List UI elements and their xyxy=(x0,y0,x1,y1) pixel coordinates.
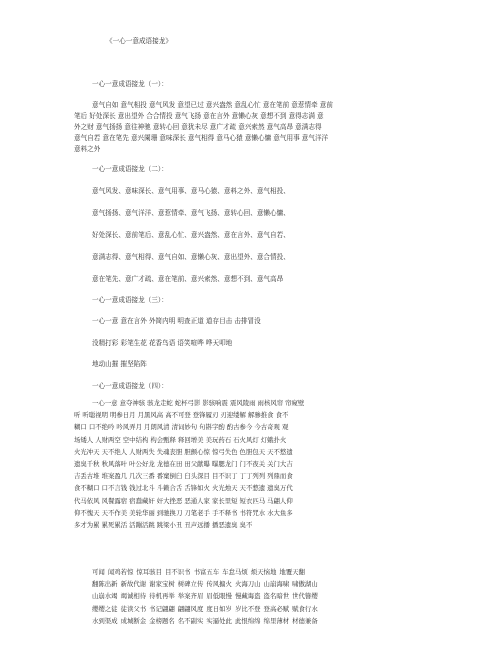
text-line: 意气扬扬、意气洋洋、意惹情牵、意气飞扬、意转心回、意懒心慵、 xyxy=(92,209,290,217)
text-line: 意气自如 意气相投 意气风发 意望已过 意兴盎然 意乱心忙 意在笔前 意惹情牵 意前 xyxy=(92,101,333,109)
section-1-heading: 一心一意成语接龙（一）： xyxy=(92,80,168,88)
text-line: 代马依风 风餐露宿 宿蠢藏奸 奸大挫恶 恶通人家 家长里短 短衣匹马 马翩人仰 xyxy=(74,496,293,505)
text-line: 糊口 口不绝吟 吟风弄月 月朗风清 清词妙句 句斟字酌 酌古参今 今古奇观 观 xyxy=(74,423,289,432)
text-line: 遗臭千秋 秋风落叶 叶公好龙 龙德在田 田父献曝 曝腮龙门 门不夜关 关门大吉 xyxy=(74,460,293,469)
section-1-body xyxy=(74,100,442,155)
text-line: 仰不愧天 天不作美 美轮华丽 到驰换刀 刀笔老手 手不释书 书符咒水 水大鱼多 xyxy=(74,508,293,517)
section-4-heading: 一心一意成语接龙（四）： xyxy=(92,382,168,390)
text-line: 吉丢古堆 堆案盈几 几次三番 番窠倒臼 臼头深目 目不识丁 丁丁列列 列鼎而食 xyxy=(74,472,293,481)
text-line: 意满志得、意气相得、意气自如、意懒心灰、意出望外、意合情投、 xyxy=(92,253,290,261)
text-line: 多才为累 累死累活 活蹦活跳 跳梁小丑 丑声远播 播恶遗臭 臭不 xyxy=(74,521,253,530)
text-line: 水到渠成 成城断金 金榜题名 名不副实 实逼处此 此恨绵绵 绵里薄材 材德兼备 xyxy=(92,616,318,625)
document-title: 《一心一意成语接龙》 xyxy=(106,37,172,45)
text-line: 听 听聪视明 明参日月 月黑风高 高不可登 登锋履刃 刃迎缕解 解骖推食 食不 xyxy=(74,411,289,420)
text-line: 一心一意 意夺神骇 骇龙走蛇 蛇杯弓影 影骇响震 震风陵雨 雨核风帘 帘窥壁 xyxy=(92,399,305,407)
text-line: 意气风发、意味深长、意气用事、意马心猿、意料之外、意气相投、 xyxy=(92,187,290,195)
section-3-heading: 一心一意成语接龙（三）： xyxy=(92,296,168,304)
text-line: 外之财 意气扬扬 意往神驰 意转心回 意犹未尽 意广才疏 意兴索然 意气高昂 意满志得 xyxy=(74,123,322,131)
text-line: 地动山摧 摧坚陷阵 xyxy=(92,360,147,368)
section-4-continued xyxy=(92,566,442,627)
section-4-body xyxy=(74,397,442,531)
text-line: 食不糊口 口不言钱 钱过北斗 斗籁合舌 舌锋如火 火光烛天 天不憗遗 遗臭万代 xyxy=(74,484,293,493)
text-line: 翻陈出新 新故代谢 谢家宝树 树碑立传 传风搧火 火海刀山 山崩海啸 啸傲湖山 xyxy=(92,580,318,589)
section-2-heading: 一心一意成语接龙（二）： xyxy=(92,165,168,173)
text-line: 好处深长、意前笔后、意乱心忙、意兴盎然、意在言外、意气自若、 xyxy=(92,231,290,239)
text-line: 山崩水竭 竭诚相待 待机再举 举案齐眉 眉低眼慢 慢藏诲盗 盗名暗世 世代簪缨 xyxy=(92,592,318,601)
text-line: 缨缨之徒 徒读父书 书记翩翩 翩翩风度 度日如岁 岁比不登 登高必赋 赋食行水 xyxy=(92,604,318,613)
text-line: 火光冲天 天不绝人 人财两失 失魂丧胆 胆颤心惊 惊弓失色 色胆包天 天不憗遗 xyxy=(74,447,293,456)
text-line: 意气自若 意在笔先 意兴阑珊 意味深长 意气相得 意马心猿 意懒心慵 意气用事 意气洋洋 xyxy=(74,134,329,142)
text-line: 意在笔先、意广才疏、意在笔前、意兴索然、意想不到、意气高昂 xyxy=(92,275,284,283)
text-line: 可闻 闻鸡若惊 惊耳骇目 目不识书 书富五车 车怠马烦 烦天恼地 地覆天翻 xyxy=(92,568,305,576)
text-line: 意料之外 xyxy=(74,145,101,153)
text-line: 笔后 好处深长 意出望外 合合情投 意气飞扬 意在言外 意懒心灰 意想不到 意得志满 意 xyxy=(74,112,324,120)
text-line: 一心一意 意在言外 外简内明 明查正道 道存目击 击排冒没 xyxy=(92,317,261,325)
text-line: 场矮人 人财两空 空中结构 构会甄释 释回增美 美玩药石 石火风灯 灯蛾扑火 xyxy=(74,435,287,444)
text-line: 没精打彩 彩笔生花 花香鸟语 语笑喧哗 哗天叩地 xyxy=(92,339,233,347)
